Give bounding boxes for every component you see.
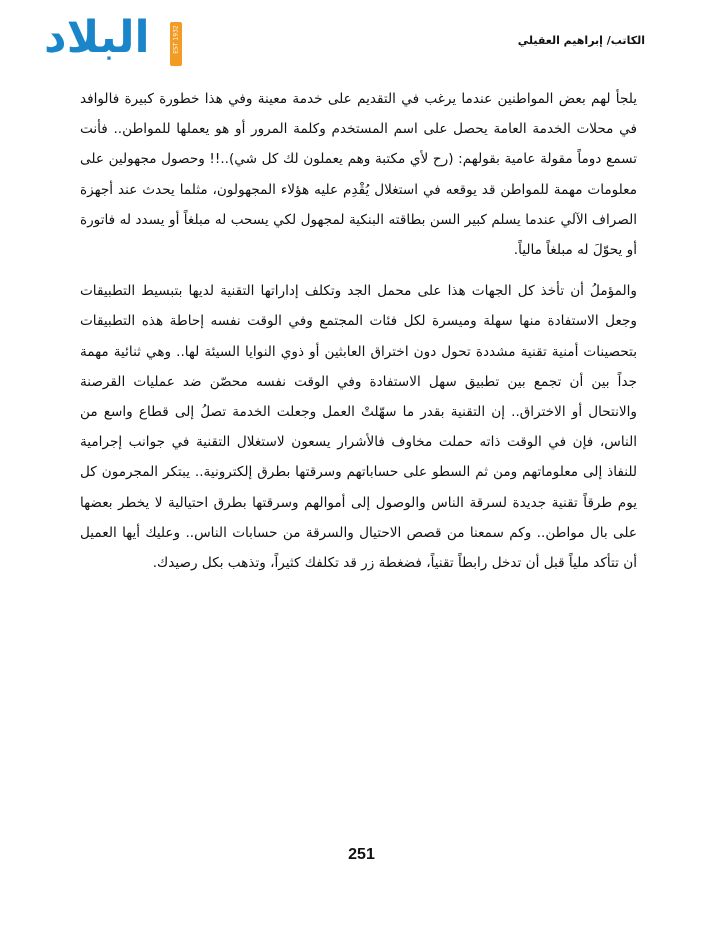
logo-badge [170,22,182,66]
logo-wordmark: البلاد [44,12,150,63]
author-byline: الكاتب/ إبراهيم العقيلي [517,34,645,47]
page-number: 251 [348,846,375,863]
newspaper-logo [44,12,184,68]
article-body [80,84,637,578]
article-paragraph: والمؤملُ أن تأخذ كل الجهات هذا على محمل الجد وتكلف إداراتها التقنية لديها بتبسيط التطبيقات وجعل الاستفادة منها سهلة وميسرة لكل فئات المجتمع وفي الوقت نفسه إحاطة هذه التطبيقات بتحصينات أمنية تقنية مشددة تحول دون اختراق العابثين أو ذوي النوايا السيئة لها.. وهي ثنائية مهمة جداً بين أن تجمع بين تطبيق سهل الاستفادة وفي الوقت نفسه محصّن ضد عمليات القرصنة والانتحال أو الاختراق.. إن التقنية بقدر ما سهّلتْ العمل وجعلت الخدمة تصلُ إلى قطاع واسع من الناس، فإن في الوقت ذاته حملت مخاوف فالأشرار يسعون لاستغلال التقنية في جوانب إجرامية للنفاذ إلى معلوماتهم ومن ثم السطو على حساباتهم وسرقتها بطرق إلكترونية.. يبتكر المجرمون كل يوم طرقاً تقنية جديدة لسرقة الناس والوصول إلى أموالهم وسرقتها بطرق احتيالية لا يخطر بعضها على بال مواطن.. وكم سمعنا من قصص الاحتيال والسرقة من حسابات الناس.. وعليك أيها العميل أن تتأكد ملياً قبل أن تدخل رابطاً تقنياً، فضغطة زر قد تكلفك كثيراً، وتذهب بكل رصيدك. [80,283,637,572]
logo-badge-text: EST 1932 [172,25,180,54]
article-paragraph: يلجأ لهم بعض المواطنين عندما يرغب في التقديم على خدمة معينة وفي هذا خطورة كبيرة فالوافد في محلات الخدمة العامة يحصل على اسم المستخدم وكلمة المرور أو هو يعملها للمواطن.. فأنت تسمع دوماً مقولة عامية بقولهم: (رح لأي مكتبة وهم يعملون لك كل شي)..!! وحصول مجهولين على معلومات مهمة للمواطن قد يوقعه في استغلال يُقْدِم عليه هؤلاء المجهولون، مثلما يحدث عند أجهزة الصراف الآلي عندما يسلم كبير السن بطاقته البنكية لمجهول لكي يسحب له مبلغاً أو يسدد له فاتورة أو يحوّلَ له مبلغاً مالياً. [80,91,637,259]
